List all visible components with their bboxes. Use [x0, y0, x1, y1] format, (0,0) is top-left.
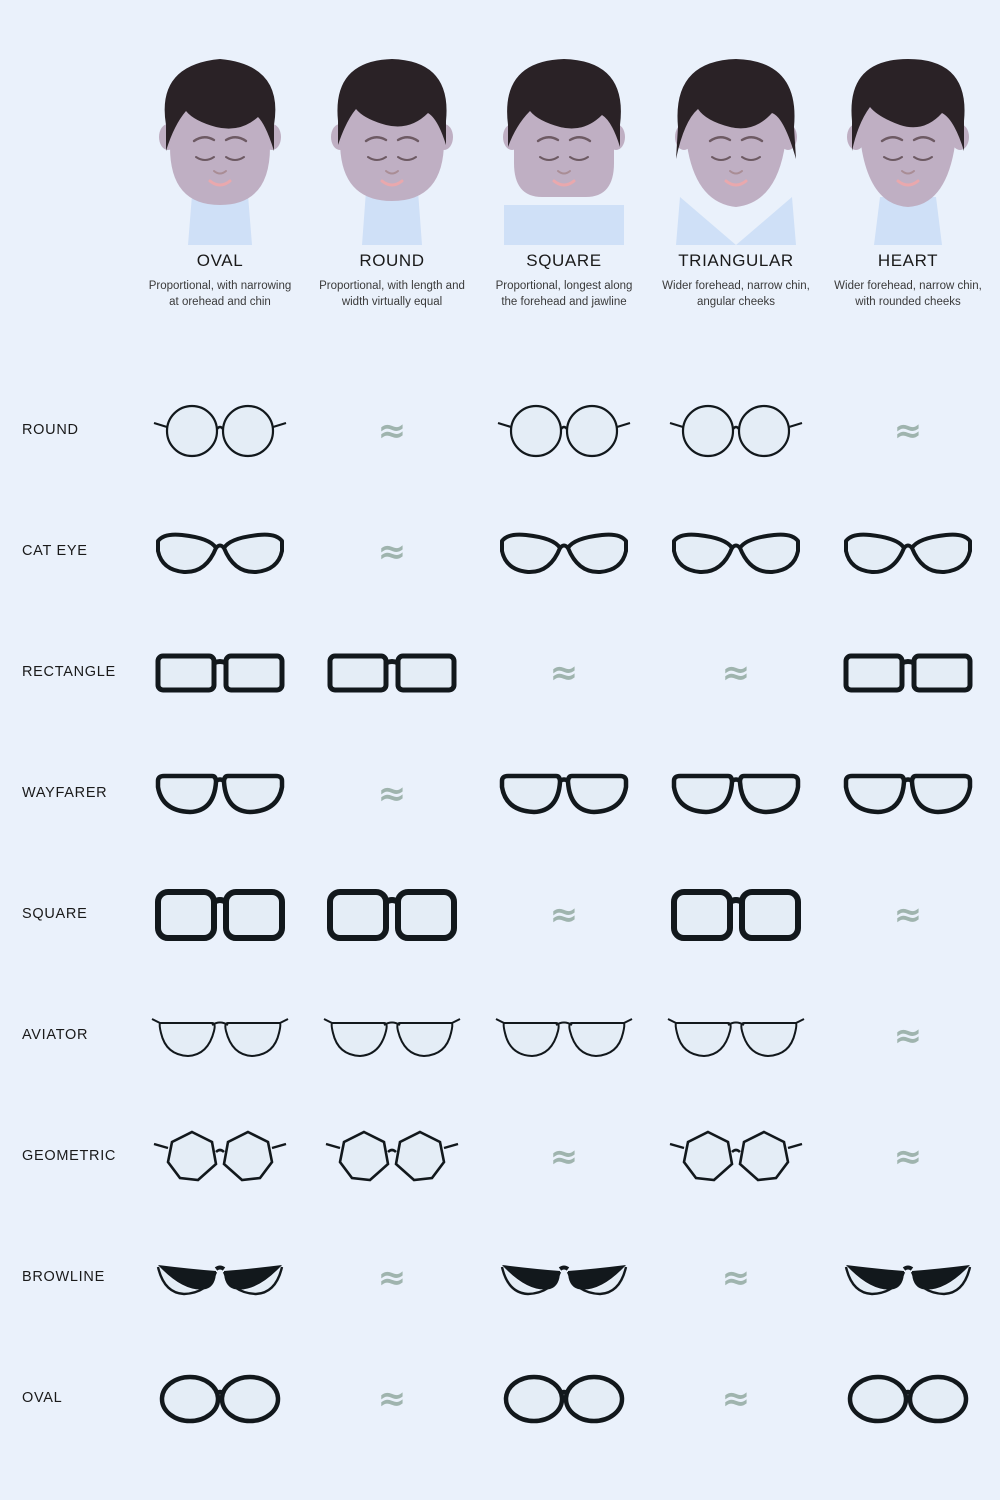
frame-style-label-browline: BROWLINE	[22, 1269, 105, 1285]
face-shape-column-oval	[130, 55, 310, 310]
squiggle-no-match-icon: ≈	[893, 1137, 923, 1177]
match-cell-rectangle-round	[302, 628, 482, 718]
glasses-browline-icon	[494, 1243, 634, 1313]
no-match-cell-geometric-heart	[818, 1112, 998, 1202]
no-match-cell-rectangle-square	[474, 628, 654, 718]
squiggle-no-match-icon: ≈	[377, 774, 407, 814]
no-match-cell-square-square	[474, 870, 654, 960]
no-match-cell-browline-triangular	[646, 1233, 826, 1323]
squiggle-no-match-icon: ≈	[549, 895, 579, 935]
face-shape-title: SQUARE	[526, 251, 602, 270]
glasses-rectangle-icon	[322, 638, 462, 708]
glasses-geometric-icon	[322, 1122, 462, 1192]
glasses-aviator-icon	[494, 1001, 634, 1071]
glasses-wayfarer-icon	[838, 759, 978, 829]
frame-style-label-aviator: AVIATOR	[22, 1027, 89, 1043]
glasses-round-icon	[494, 396, 634, 466]
face-illustration-heart-icon	[818, 55, 998, 245]
match-cell-aviator-square	[474, 991, 654, 1081]
glasses-geometric-icon	[666, 1122, 806, 1192]
squiggle-no-match-icon: ≈	[377, 1379, 407, 1419]
glasses-round-icon	[150, 396, 290, 466]
glasses-aviator-icon	[150, 1001, 290, 1071]
no-match-cell-round-round	[302, 386, 482, 476]
match-cell-wayfarer-square	[474, 749, 654, 839]
match-cell-round-square	[474, 386, 654, 476]
face-illustration-oval-icon	[130, 55, 310, 245]
glasses-oval-icon	[838, 1364, 978, 1434]
frame-style-label-wayfarer: WAYFARER	[22, 785, 108, 801]
face-shape-description: Wider forehead, narrow chin, with rounded cheeks	[834, 280, 982, 308]
frame-style-label-square: SQUARE	[22, 906, 88, 922]
squiggle-no-match-icon: ≈	[721, 653, 751, 693]
match-cell-aviator-oval	[130, 991, 310, 1081]
face-shape-column-square	[474, 55, 654, 310]
glasses-wayfarer-icon	[666, 759, 806, 829]
glasses-rectangle-icon	[150, 638, 290, 708]
glasses-geometric-icon	[150, 1122, 290, 1192]
squiggle-no-match-icon: ≈	[893, 411, 923, 451]
match-cell-rectangle-heart	[818, 628, 998, 718]
glasses-cat-eye-icon	[494, 517, 634, 587]
squiggle-no-match-icon: ≈	[721, 1379, 751, 1419]
frame-style-label-round: ROUND	[22, 422, 79, 438]
match-cell-rectangle-oval	[130, 628, 310, 718]
match-cell-geometric-triangular	[646, 1112, 826, 1202]
no-match-cell-rectangle-triangular	[646, 628, 826, 718]
glasses-cat-eye-icon	[838, 517, 978, 587]
squiggle-no-match-icon: ≈	[377, 1258, 407, 1298]
squiggle-no-match-icon: ≈	[893, 895, 923, 935]
glasses-oval-icon	[150, 1364, 290, 1434]
face-shape-description: Proportional, longest along the forehead and jawline	[495, 280, 633, 308]
match-cell-geometric-oval	[130, 1112, 310, 1202]
no-match-cell-geometric-square	[474, 1112, 654, 1202]
match-cell-oval-heart	[818, 1354, 998, 1444]
face-shape-column-heart	[818, 55, 998, 310]
glasses-square-icon	[150, 880, 290, 950]
glasses-wayfarer-icon	[494, 759, 634, 829]
match-cell-square-triangular	[646, 870, 826, 960]
face-shape-column-triangular	[646, 55, 826, 310]
face-shape-title: HEART	[877, 251, 939, 270]
face-illustration-round-icon	[302, 55, 482, 245]
match-cell-wayfarer-heart	[818, 749, 998, 839]
face-shape-column-round	[302, 55, 482, 310]
no-match-cell-oval-triangular	[646, 1354, 826, 1444]
squiggle-no-match-icon: ≈	[549, 1137, 579, 1177]
no-match-cell-cat-eye-round	[302, 507, 482, 597]
match-cell-cat-eye-triangular	[646, 507, 826, 597]
match-cell-aviator-round	[302, 991, 482, 1081]
glasses-cat-eye-icon	[150, 517, 290, 587]
match-cell-cat-eye-heart	[818, 507, 998, 597]
glasses-browline-icon	[838, 1243, 978, 1313]
no-match-cell-square-heart	[818, 870, 998, 960]
no-match-cell-oval-round	[302, 1354, 482, 1444]
no-match-cell-aviator-heart	[818, 991, 998, 1081]
match-cell-round-triangular	[646, 386, 826, 476]
glasses-aviator-icon	[322, 1001, 462, 1071]
squiggle-no-match-icon: ≈	[893, 1016, 923, 1056]
glasses-browline-icon	[150, 1243, 290, 1313]
glasses-aviator-icon	[666, 1001, 806, 1071]
match-cell-square-oval	[130, 870, 310, 960]
match-cell-cat-eye-oval	[130, 507, 310, 597]
glasses-wayfarer-icon	[150, 759, 290, 829]
face-shape-title: ROUND	[359, 251, 425, 270]
face-shape-description: Wider forehead, narrow chin, angular cheeks	[662, 280, 810, 308]
match-cell-wayfarer-oval	[130, 749, 310, 839]
no-match-cell-round-heart	[818, 386, 998, 476]
frame-style-label-oval: OVAL	[22, 1390, 63, 1406]
face-shape-description: Proportional, with narrowing at orehead and chin	[148, 280, 292, 308]
glasses-cat-eye-icon	[666, 517, 806, 587]
face-shape-title: TRIANGULAR	[678, 251, 794, 270]
match-cell-browline-heart	[818, 1233, 998, 1323]
glasses-square-icon	[666, 880, 806, 950]
no-match-cell-browline-round	[302, 1233, 482, 1323]
face-illustration-triangular-icon	[646, 55, 826, 245]
match-cell-square-round	[302, 870, 482, 960]
match-cell-oval-oval	[130, 1354, 310, 1444]
frame-style-label-geometric: GEOMETRIC	[22, 1148, 117, 1164]
frame-style-label-rectangle: RECTANGLE	[22, 664, 116, 680]
match-cell-oval-square	[474, 1354, 654, 1444]
match-cell-browline-square	[474, 1233, 654, 1323]
match-cell-aviator-triangular	[646, 991, 826, 1081]
squiggle-no-match-icon: ≈	[549, 653, 579, 693]
face-shape-title: OVAL	[196, 251, 244, 270]
glasses-round-icon	[666, 396, 806, 466]
face-illustration-square-icon	[474, 55, 654, 245]
match-cell-wayfarer-triangular	[646, 749, 826, 839]
match-cell-browline-oval	[130, 1233, 310, 1323]
glasses-square-icon	[322, 880, 462, 950]
squiggle-no-match-icon: ≈	[377, 532, 407, 572]
match-cell-geometric-round	[302, 1112, 482, 1202]
glasses-oval-icon	[494, 1364, 634, 1434]
frame-style-label-cat-eye: CAT EYE	[22, 543, 88, 559]
squiggle-no-match-icon: ≈	[721, 1258, 751, 1298]
glasses-rectangle-icon	[838, 638, 978, 708]
no-match-cell-wayfarer-round	[302, 749, 482, 839]
match-cell-cat-eye-square	[474, 507, 654, 597]
squiggle-no-match-icon: ≈	[377, 411, 407, 451]
face-shape-description: Proportional, with length and width virtually equal	[319, 280, 465, 308]
match-cell-round-oval	[130, 386, 310, 476]
